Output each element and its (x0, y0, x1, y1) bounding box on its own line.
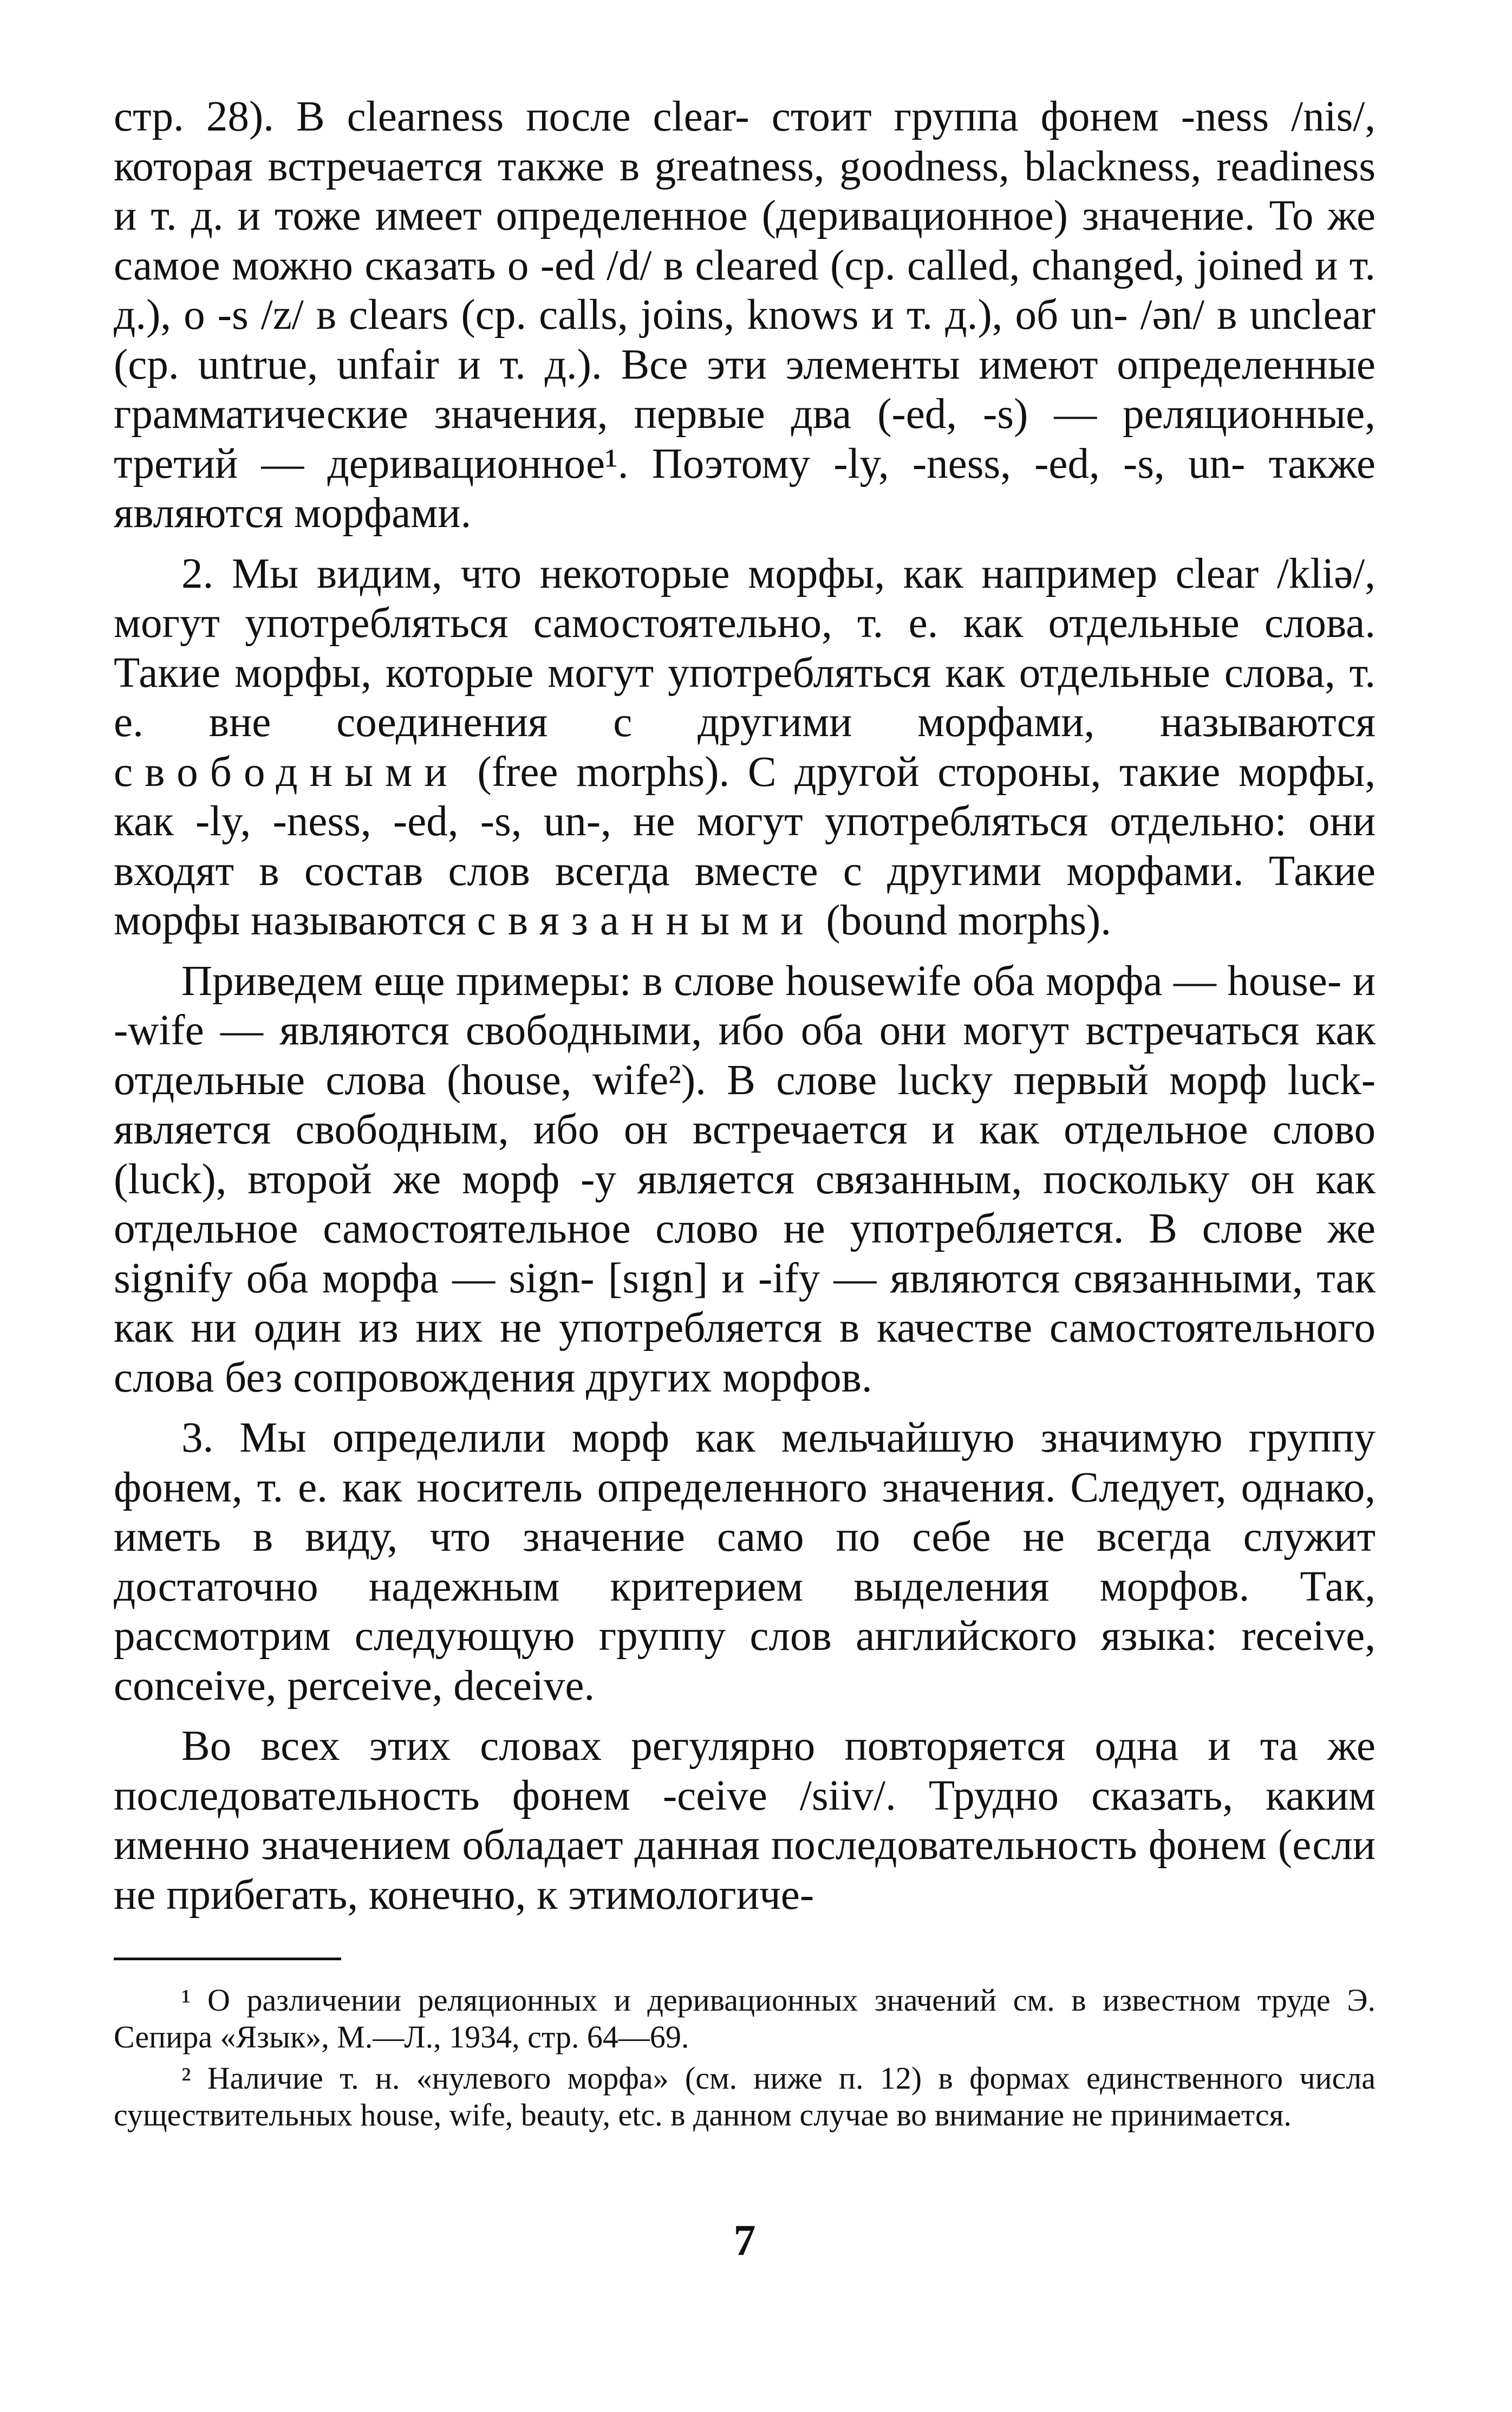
footnote-2: ² Наличие т. н. «нулевого морфа» (см. ниже п. 12) в формах единственного числа существительных house, wife, beauty, etc. в данном случае во внимание не принимается. (114, 2060, 1376, 2133)
paragraph-4: 3. Мы определили морф как мельчайшую значимую группу фонем, т. е. как носитель определенного значения. Следует, однако, иметь в виду, что значение само по себе не всегда служит достаточно надежным критерием выделения морфов. Так, рассмотрим следующую группу слов английского языка: receive, conceive, perceive, deceive. (114, 1414, 1376, 1709)
term-free-morphs: свободными (114, 748, 459, 796)
paragraph-2 (114, 549, 1376, 946)
paragraph-1: стр. 28). В clearness после clear- стоит группа фонем -ness /nis/, которая встречается также в greatness, goodness, blackness, readiness и т. д. и тоже имеет определенное (деривационное) значение. То же самое можно сказать о -ed /d/ в cleared (ср. called, changed, joined и т. д.), о -s /z/ в clears (ср. calls, joins, knows и т. д.), об un- /ən/ в unclear (ср. untrue, unfair и т. д.). Все эти элементы имеют определенные грамматические значения, первые два (-ed, -s) — реляционные, третий — деривационное¹. Поэтому -ly, -ness, -ed, -s, un- также являются морфами. (114, 93, 1376, 537)
paragraph-2-text-a: 2. Мы видим, что некоторые морфы, как например clear /kliə/, могут употребляться самостоятельно, т. е. как отдельные слова. Такие морфы, которые могут употребляться как отдельные слова, т. е. вне соединения с другими морфами, называются (114, 550, 1376, 746)
footnote-1: ¹ О различении реляционных и деривационных значений см. в известном труде Э. Сепира «Язык», М.—Л., 1934, стр. 64—69. (114, 1982, 1376, 2055)
paragraph-2-text-c: (bound morphs). (815, 897, 1111, 944)
footnote-divider (114, 1958, 341, 1960)
page-body (114, 92, 1376, 2266)
paragraph-2-text-b: (free morphs). С другой стороны, такие морфы, как -ly, -ness, -ed, -s, un-, не могут употребляться отдельно: они входят в состав слов всегда вместе с другими морфами. Такие морфы называются (114, 748, 1376, 944)
page-number: 7 (733, 2215, 756, 2265)
paragraph-3: Приведем еще примеры: в слове housewife оба морфа — house- и -wife — являются свободными, ибо оба они могут встречаться как отдельные слова (house, wife²). В слове lucky первый морф luck- является свободным, ибо он встречается и как отдельное слово (luck), второй же морф -y является связанным, поскольку он как отдельное самостоятельное слово не употребляется. В слове же signify оба морфа — sign- [sɪgn] и -ify — являются связанными, так как ни один из них не употребляется в качестве самостоятельного слова без сопровождения других морфов. (114, 957, 1376, 1401)
paragraph-5: Во всех этих словах регулярно повторяется одна и та же последовательность фонем -ceive /siiv/. Трудно сказать, каким именно значением обладает данная последовательность фонем (если не прибегать, конечно, к этимологиче- (114, 1722, 1376, 1919)
footnotes (114, 1982, 1376, 2134)
term-bound-morphs: связанными (477, 897, 816, 944)
